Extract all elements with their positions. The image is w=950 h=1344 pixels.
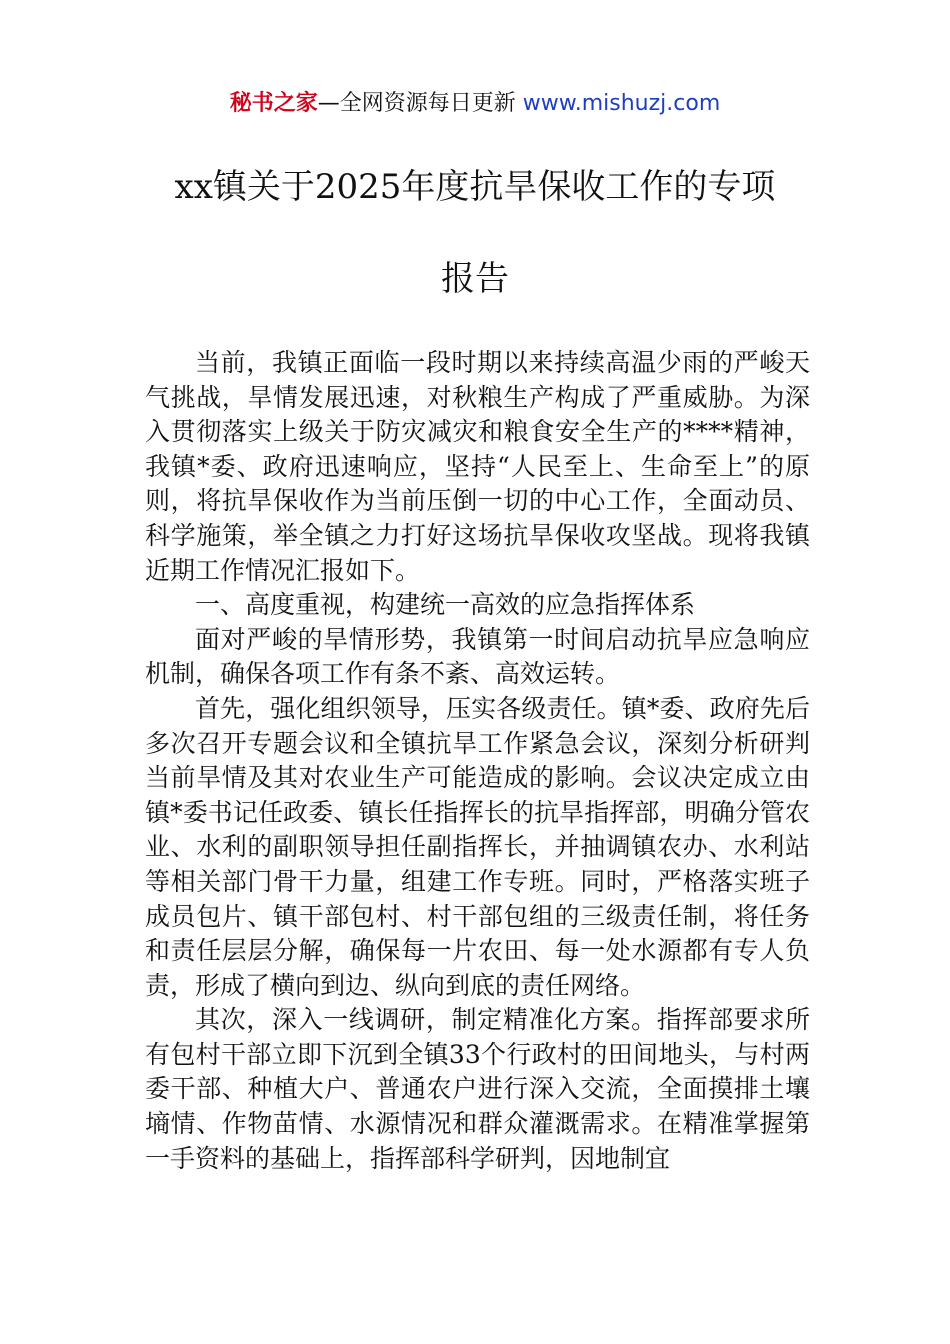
site-tagline: —全网资源每日更新 (317, 91, 516, 116)
paragraph-intro: 当前，我镇正面临一段时期以来持续高温少雨的严峻天气挑战，旱情发展迅速，对秋粮生产构成了严重威胁。为深入贯彻落实上级关于防灾减灾和粮食安全生产的****精神，我镇*委、政府迅速响应，坚持“人民至上、生命至上”的原则，将抗旱保收作为当前压倒一切的中心工作，全面动员、科学施策，举全镇之力打好这场抗旱保收攻坚战。现将我镇近期工作情况汇报如下。 (145, 348, 810, 585)
title-line-2: 报告 (441, 259, 509, 299)
paragraph: 首先，强化组织领导，压实各级责任。镇*委、政府先后多次召开专题会议和全镇抗旱工作紧急会议，深刻分析研判当前旱情及其对农业生产可能造成的影响。会议决定成立由镇*委书记任政委、镇长任指挥长的抗旱指挥部，明确分管农业、水利的副职领导担任副指挥长，并抽调镇农办、水利站等相关部门骨干力量，组建工作专班。同时，严格落实班子成员包片、镇干部包村、村干部包组的三级责任制，将任务和责任层层分解，确保每一片农田、每一处水源都有专人负责，形成了横向到边、纵向到底的责任网络。 (145, 693, 810, 1000)
paragraph: 面对严峻的旱情形势，我镇第一时间启动抗旱应急响应机制，确保各项工作有条不紊、高效运转。 (145, 624, 810, 689)
section-heading-1: 一、高度重视，构建统一高效的应急指挥体系 (195, 590, 696, 620)
site-url-link[interactable]: www.mishuzj.com (522, 91, 721, 116)
title-line-1: xx镇关于2025年度抗旱保收工作的专项 (174, 167, 776, 207)
site-header (0, 88, 950, 120)
document-title (120, 163, 830, 347)
site-brand: 秘书之家 (229, 91, 318, 116)
paragraph: 其次，深入一线调研，制定精准化方案。指挥部要求所有包村干部立即下沉到全镇33个行政村的田间地头，与村两委干部、种植大户、普通农户进行深入交流，全面摸排土壤墒情、作物苗情、水源情况和群众灌溉需求。在精准掌握第一手资料的基础上，指挥部科学研判，因地制宜 (145, 1005, 810, 1173)
document-body (145, 346, 810, 1176)
